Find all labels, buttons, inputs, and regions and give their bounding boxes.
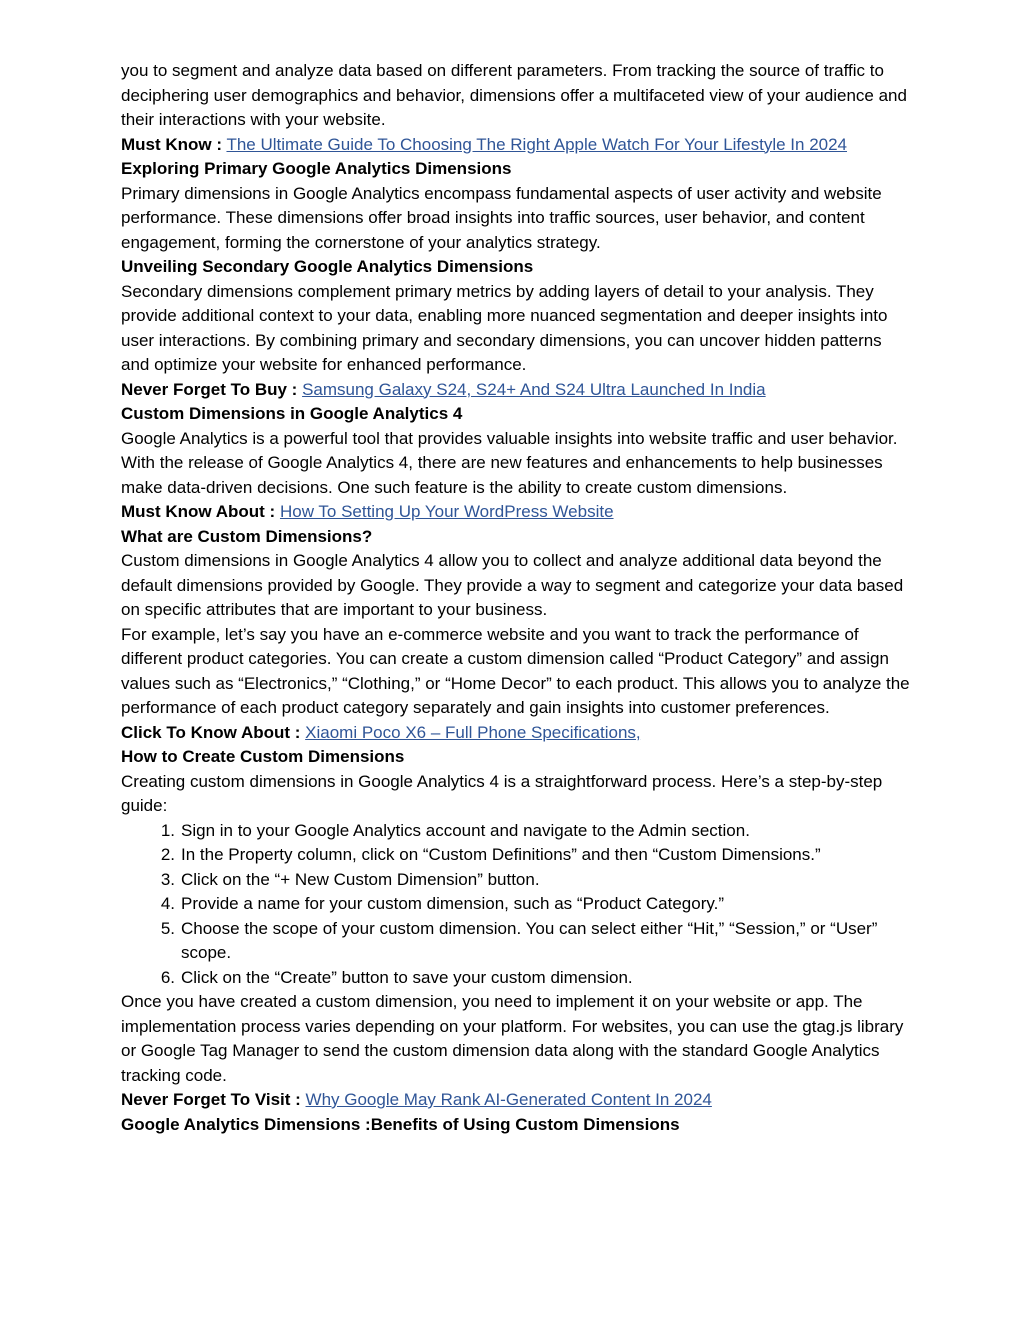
list-item-text: Provide a name for your custom dimension, such as “Product Category.” bbox=[181, 894, 724, 913]
related-link-row bbox=[121, 378, 911, 403]
list-item-number: 2. bbox=[160, 845, 175, 864]
list-item-text: Sign in to your Google Analytics account and navigate to the Admin section. bbox=[181, 820, 750, 840]
related-link-label: Click To Know About : bbox=[121, 722, 301, 742]
list-item bbox=[160, 819, 911, 844]
related-link-label: Never Forget To Buy : bbox=[121, 379, 298, 399]
list-item bbox=[160, 843, 911, 868]
paragraph-secondary-dimensions: Secondary dimensions complement primary metrics by adding layers of detail to your analysis. They provide additional context to your data, enabling more nuanced segmentation and deeper insights into user interactions. By combining primary and secondary dimensions, you can uncover hidden patterns and optimize your website for enhanced performance. bbox=[121, 281, 888, 374]
related-link-label: Must Know About : bbox=[121, 502, 276, 521]
list-item-text: Click on the “+ New Custom Dimension” button. bbox=[181, 869, 540, 889]
heading-what-are-custom-dimensions: What are Custom Dimensions? bbox=[121, 526, 373, 546]
list-item-number: 3. bbox=[160, 869, 175, 889]
list-item-number: 1. bbox=[160, 820, 175, 840]
list-item bbox=[160, 917, 911, 966]
list-item-text: Choose the scope of your custom dimension. You can select either “Hit,” “Session,” or “User” scope. bbox=[181, 918, 878, 962]
heading-secondary-dimensions: Unveiling Secondary Google Analytics Dimensions bbox=[121, 257, 534, 276]
heading-benefits: Google Analytics Dimensions :Benefits of Using Custom Dimensions bbox=[121, 1114, 680, 1134]
related-link-samsung-galaxy[interactable]: Samsung Galaxy S24, S24+ And S24 Ultra Launched In India bbox=[302, 379, 766, 399]
list-item bbox=[160, 868, 911, 893]
list-item bbox=[160, 892, 911, 917]
related-link-wordpress[interactable]: How To Setting Up Your WordPress Website bbox=[279, 502, 614, 521]
list-item-number: 6. bbox=[160, 967, 175, 987]
list-item bbox=[160, 966, 911, 991]
related-link-label: Never Forget To Visit : bbox=[121, 1090, 301, 1109]
paragraph-custom-dimensions-ga4: Google Analytics is a powerful tool that provides valuable insights into website traffic and user behavior. With the release of Google Analytics 4, there are new features and enhancements to help businesses make data-driven decisions. One such feature is the ability to create custom dimensions. bbox=[121, 428, 898, 497]
steps-list bbox=[121, 819, 911, 991]
related-link-row bbox=[121, 133, 911, 158]
heading-custom-dimensions-ga4: Custom Dimensions in Google Analytics 4 bbox=[121, 404, 463, 423]
heading-primary-dimensions: Exploring Primary Google Analytics Dimensions bbox=[121, 159, 512, 178]
list-item-text: Click on the “Create” button to save your custom dimension. bbox=[181, 967, 633, 987]
list-item-text: In the Property column, click on “Custom Definitions” and then “Custom Dimensions.” bbox=[181, 845, 821, 864]
related-link-xiaomi-poco[interactable]: Xiaomi Poco X6 – Full Phone Specifications, bbox=[305, 722, 641, 742]
paragraph-primary-dimensions: Primary dimensions in Google Analytics encompass fundamental aspects of user activity and website performance. These dimensions offer broad insights into traffic sources, user behavior, and content engagement, forming the cornerstone of your analytics strategy. bbox=[121, 183, 882, 252]
related-link-ai-content[interactable]: Why Google May Rank AI-Generated Content In 2024 bbox=[305, 1090, 712, 1109]
list-item-number: 5. bbox=[160, 918, 175, 938]
paragraph-what-are-custom-dimensions: Custom dimensions in Google Analytics 4 allow you to collect and analyze additional data beyond the default dimensions provided by Google. They provide a way to segment and categorize your data based on specific attributes that are important to your business. bbox=[121, 551, 904, 619]
paragraph-implementation: Once you have created a custom dimension, you need to implement it on your website or app. The implementation process varies depending on your platform. For websites, you can use the gtag.js library or Google Tag Manager to send the custom dimension data along with the standard Google Analytics tracking code. bbox=[121, 992, 904, 1085]
related-link-apple-watch[interactable]: The Ultimate Guide To Choosing The Right Apple Watch For Your Lifestyle In 2024 bbox=[226, 134, 848, 154]
document-page bbox=[121, 59, 911, 1137]
related-link-row bbox=[121, 500, 911, 525]
intro-paragraph: you to segment and analyze data based on different parameters. From tracking the source of traffic to deciphering user demographics and behavior, dimensions offer a multifaceted view of your audience and their interactions with your website. bbox=[121, 61, 907, 129]
related-link-row bbox=[121, 721, 911, 746]
related-link-label: Must Know : bbox=[121, 134, 223, 154]
paragraph-example: For example, let’s say you have an e-commerce website and you want to track the performance of different product categories. You can create a custom dimension called “Product Category” and assign values such as “Electronics,” “Clothing,” or “Home Decor” to each product. This allows you to analyze the performance of each product category separately and gain insights into customer preferences. bbox=[121, 624, 910, 717]
list-item-number: 4. bbox=[160, 894, 175, 913]
paragraph-how-to-create: Creating custom dimensions in Google Analytics 4 is a straightforward process. Here’s a step-by-step guide: bbox=[121, 771, 883, 815]
related-link-row bbox=[121, 1088, 911, 1113]
heading-how-to-create: How to Create Custom Dimensions bbox=[121, 747, 405, 766]
